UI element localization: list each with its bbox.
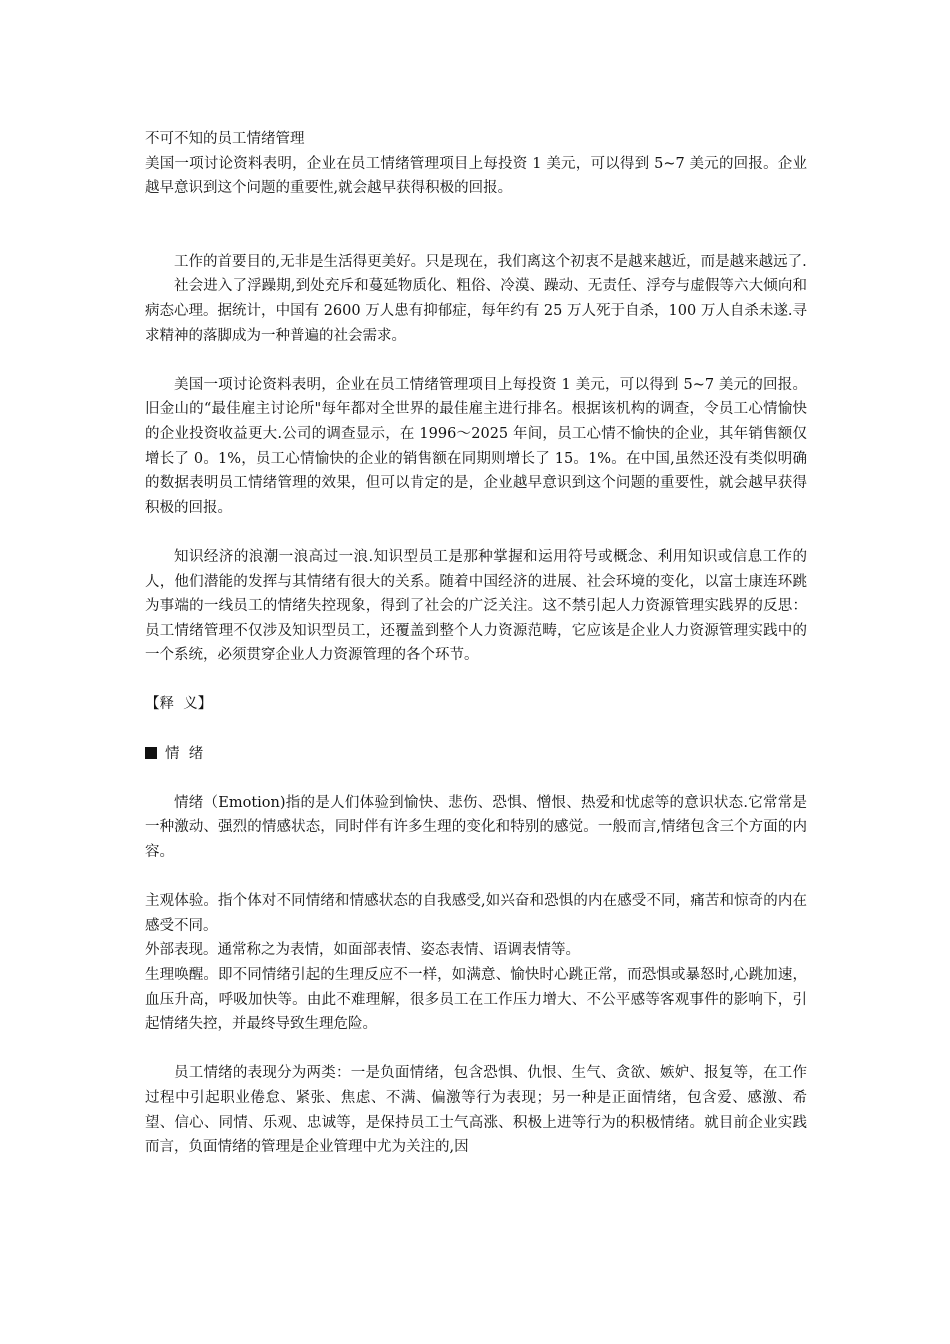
aspect-item: 生理唤醒。即不同情绪引起的生理反应不一样，如满意、愉快时心跳正常，而恐惧或暴怒时,心跳加速，血压升高，呼吸加快等。由此不难理解，很多员工在工作压力增大、不公平感等客观事件的影响下，引起情绪失控，并最终导致生理危险。	[145, 967, 807, 1033]
spacer	[145, 201, 807, 250]
body-paragraph: 知识经济的浪潮一浪高过一浪.知识型员工是那种掌握和运用符号或概念、利用知识或信息工作的人，他们潜能的发挥与其情绪有很大的关系。随着中国经济的进展、社会环境的变化，以富士康连环跳为事端的一线员工的情绪失控现象，得到了社会的广泛关注。这不禁引起人力资源管理实践界的反思：员工情绪管理不仅涉及知识型员工，还覆盖到整个人力资源范畴，它应该是企业人力资源管理实践中的一个系统，必须贯穿企业人力资源管理的各个环节。	[145, 548, 807, 664]
square-bullet-icon	[145, 747, 157, 759]
aspect-item: 主观体验。指个体对不同情绪和情感状态的自我感受,如兴奋和恐惧的内在感受不同，痛苦和惊奇的内在感受不同。	[145, 893, 807, 934]
spacer	[145, 520, 807, 545]
section-heading: 【释 义】	[145, 696, 213, 713]
spacer	[145, 766, 807, 791]
spacer	[145, 348, 807, 373]
body-paragraph: 社会进入了浮躁期,到处充斥和蔓延物质化、粗俗、冷漠、躁动、无责任、浮夸与虚假等六大倾向和病态心理。据统计，中国有 2600 万人患有抑郁症，每年约有 25 万人死于自杀，100 万人自杀未遂.寻求精神的落脚成为一种普遍的社会需求。	[145, 278, 807, 344]
subheading-row	[145, 742, 807, 767]
spacer	[145, 865, 807, 890]
intro-paragraph: 美国一项讨论资料表明，企业在员工情绪管理项目上每投资 1 美元，可以得到 5~7 美元的回报。企业越早意识到这个问题的重要性,就会越早获得积极的回报。	[145, 155, 807, 197]
document-page	[145, 127, 807, 1160]
aspect-item: 外部表现。通常称之为表情，如面部表情、姿态表情、语调表情等。	[145, 942, 580, 959]
definition-paragraph: 情绪（Emotion)指的是人们体验到愉快、悲伤、恐惧、憎恨、热爱和忧虑等的意识状态.它常常是一种激动、强烈的情感状态，同时伴有许多生理的变化和特别的感觉。一般而言,情绪包含三个方面的内容。	[145, 794, 807, 861]
spacer	[145, 717, 807, 742]
subheading: 情 绪	[165, 745, 204, 762]
body-paragraph: 工作的首要目的,无非是生活得更美好。只是现在，我们离这个初衷不是越来越近，而是越来越远了.	[174, 253, 807, 270]
spacer	[145, 668, 807, 693]
body-paragraph: 美国一项讨论资料表明，企业在员工情绪管理项目上每投资 1 美元，可以得到 5~7 美元的回报。旧金山的“最佳雇主讨论所"每年都对全世界的最佳雇主进行排名。根据该机构的调查，令员工心情愉快的企业投资收益更大.公司的调查显示，在 1996～2025 年间，员工心情不愉快的企业，其年销售额仅增长了 0。1%，员工心情愉快的企业的销售额在同期则增长了 15。1%。在中国,虽然还没有类似明确的数据表明员工情绪管理的效果，但可以肯定的是，企业越早意识到这个问题的重要性，就会越早获得积极的回报。	[145, 376, 807, 516]
closing-paragraph: 员工情绪的表现分为两类：一是负面情绪，包含恐惧、仇恨、生气、贪欲、嫉妒、报复等，在工作过程中引起职业倦怠、紧张、焦虑、不满、偏激等行为表现；另一种是正面情绪，包含爱、感激、希望、信心、同情、乐观、忠诚等，是保持员工士气高涨、积极上进等行为的积极情绪。就目前企业实践而言，负面情绪的管理是企业管理中尤为关注的,因	[145, 1065, 807, 1156]
document-title: 不可不知的员工情绪管理	[145, 131, 305, 147]
spacer	[145, 1037, 807, 1062]
